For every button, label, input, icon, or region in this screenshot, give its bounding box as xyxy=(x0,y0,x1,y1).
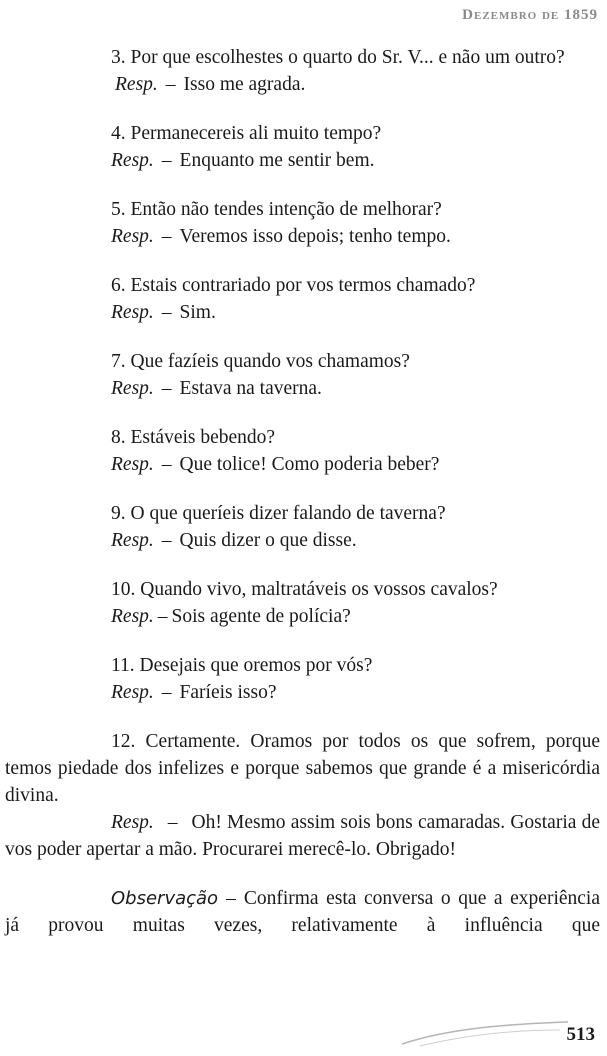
dash: – xyxy=(161,530,172,551)
answer-line xyxy=(5,71,600,98)
answer-line xyxy=(5,451,600,478)
page-body xyxy=(5,44,600,939)
answer-line xyxy=(5,147,600,174)
answer-line xyxy=(5,299,600,326)
resp-label: Resp. xyxy=(111,378,154,399)
resp-label: Resp. xyxy=(111,812,154,833)
answer-line xyxy=(5,527,600,554)
dash: – xyxy=(161,150,172,171)
dash: – xyxy=(161,226,172,247)
answer-paragraph xyxy=(5,809,600,863)
answer-text: Que tolice! Como poderia beber? xyxy=(179,454,440,475)
question-text: 7. Que fazíeis quando vos chamamos? xyxy=(111,351,410,372)
resp-label: Resp. xyxy=(111,226,154,247)
question-text: 11. Desejais que oremos por vós? xyxy=(111,655,373,676)
resp-label: Resp. xyxy=(111,454,154,475)
page-number: 513 xyxy=(566,1024,595,1045)
answer-text: Isso me agrada. xyxy=(183,74,306,95)
resp-label: Resp. xyxy=(111,606,154,627)
qa-block-5 xyxy=(5,196,600,250)
resp-label: Resp. xyxy=(111,150,154,171)
answer-text: Faríeis isso? xyxy=(179,682,277,703)
dash: – xyxy=(167,812,178,833)
resp-label: Resp. xyxy=(111,682,154,703)
resp-label: Resp. xyxy=(115,74,158,95)
qa-block-7 xyxy=(5,348,600,402)
dash: – xyxy=(226,888,236,909)
answer-line xyxy=(5,223,600,250)
dash: – xyxy=(165,74,176,95)
answer-text: Sim. xyxy=(179,302,216,323)
qa-block-6 xyxy=(5,272,600,326)
dash: – xyxy=(161,454,172,475)
observation-text: Confirma esta conversa o que a experiência já provou muitas vezes, relativamente à influência que xyxy=(5,888,600,936)
resp-label: Resp. xyxy=(111,530,154,551)
answer-line xyxy=(5,603,600,630)
resp-label: Resp. xyxy=(111,302,154,323)
answer-text: Oh! Mesmo assim sois bons camaradas. Gostaria de vos poder apertar a mão. Procurarei merecê-lo. Obrigado! xyxy=(5,812,600,860)
question-text: 4. Permanecereis ali muito tempo? xyxy=(111,123,382,144)
qa-block-9 xyxy=(5,500,600,554)
question-text: 12. Certamente. Oramos por todos os que sofrem, porque temos piedade dos infelizes e porque sabemos que grande é a misericórdia divina. xyxy=(5,731,600,806)
qa-block-4 xyxy=(5,120,600,174)
answer-text: Sois agente de polícia? xyxy=(171,606,351,627)
question-text: 3. Por que escolhestes o quarto do Sr. V... e não um outro? xyxy=(111,47,565,68)
observation-label: Observação xyxy=(111,888,219,909)
dash: – xyxy=(157,606,168,627)
dash: – xyxy=(161,378,172,399)
observation-paragraph xyxy=(5,885,600,939)
dash: – xyxy=(161,302,172,323)
answer-line xyxy=(5,375,600,402)
answer-text: Quis dizer o que disse. xyxy=(179,530,357,551)
running-header: Dezembro de 1859 xyxy=(462,7,598,23)
page-ornament xyxy=(400,1018,570,1048)
qa-block-3 xyxy=(5,44,600,98)
answer-line xyxy=(5,679,600,706)
answer-text: Veremos isso depois; tenho tempo. xyxy=(179,226,451,247)
question-text: 6. Estais contrariado por vos termos chamado? xyxy=(111,275,476,296)
question-text: 10. Quando vivo, maltratáveis os vossos cavalos? xyxy=(111,579,498,600)
question-text: 9. O que queríeis dizer falando de taverna? xyxy=(111,503,446,524)
qa-block-8 xyxy=(5,424,600,478)
dash: – xyxy=(161,682,172,703)
question-text: 5. Então não tendes intenção de melhorar? xyxy=(111,199,442,220)
question-text: 8. Estáveis bebendo? xyxy=(111,427,276,448)
qa-block-12 xyxy=(5,728,600,863)
qa-block-11 xyxy=(5,652,600,706)
qa-block-10 xyxy=(5,576,600,630)
answer-text: Enquanto me sentir bem. xyxy=(179,150,375,171)
answer-text: Estava na taverna. xyxy=(179,378,322,399)
